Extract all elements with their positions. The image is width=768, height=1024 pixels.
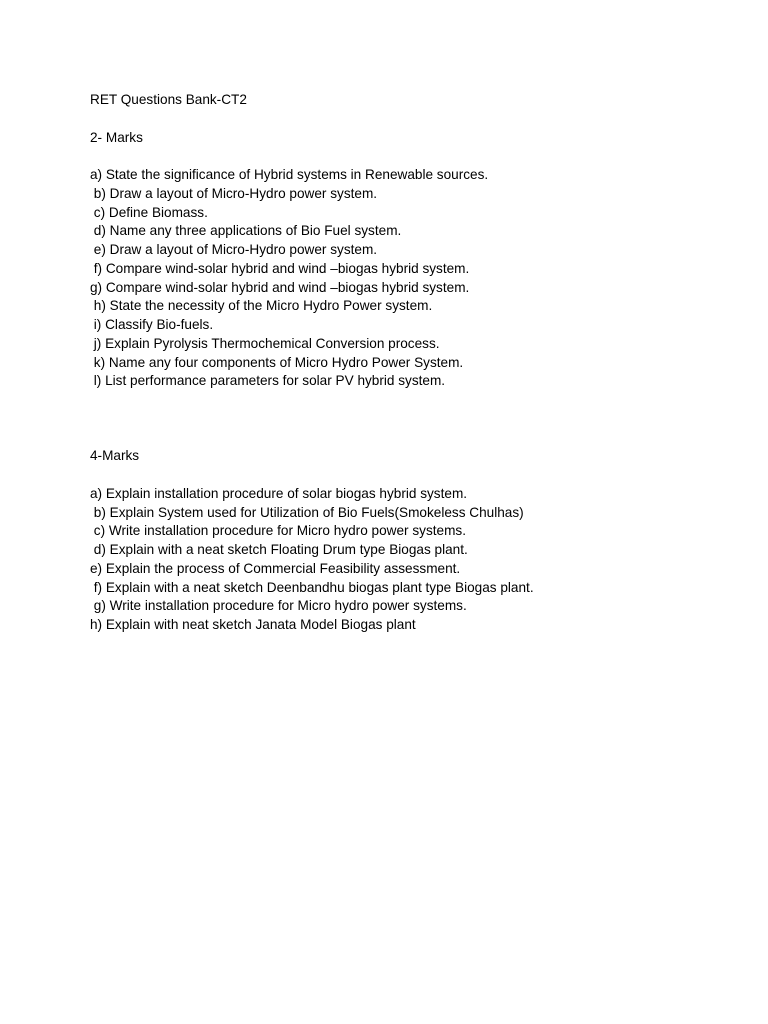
question-item: k) Name any four components of Micro Hydro Power System. (90, 354, 464, 370)
section-heading-4-marks: 4-Marks (90, 448, 140, 464)
question-item: h) State the necessity of the Micro Hydro Power system. (90, 298, 433, 314)
question-item: h) Explain with neat sketch Janata Model Biogas plant (90, 617, 416, 632)
question-item: f) Compare wind-solar hybrid and wind –biogas hybrid system. (90, 260, 470, 276)
spacer (90, 110, 730, 129)
question-item: c) Write installation procedure for Micro hydro power systems. (90, 523, 466, 539)
spacer (90, 147, 730, 166)
question-item: b) Draw a layout of Micro-Hydro power system. (90, 185, 378, 201)
question-item: d) Name any three applications of Bio Fuel system. (90, 223, 402, 239)
question-item: i) Classify Bio-fuels. (90, 317, 214, 332)
question-item: e) Draw a layout of Micro-Hydro power system. (90, 242, 378, 257)
question-item: b) Explain System used for Utilization of Bio Fuels(Smokeless Chulhas) (90, 504, 524, 520)
question-item: l) List performance parameters for solar PV hybrid system. (90, 373, 446, 389)
question-item: a) State the significance of Hybrid systems in Renewable sources. (90, 167, 489, 182)
document-page (90, 91, 730, 635)
question-list-4-marks (90, 485, 730, 635)
question-item: f) Explain with a neat sketch Deenbandhu biogas plant type Biogas plant. (90, 579, 534, 595)
question-item: g) Compare wind-solar hybrid and wind –biogas hybrid system. (90, 279, 470, 295)
question-list-2-marks (90, 166, 730, 391)
spacer (90, 391, 730, 447)
question-item: a) Explain installation procedure of solar biogas hybrid system. (90, 485, 468, 501)
question-item: g) Write installation procedure for Micro hydro power systems. (90, 598, 467, 614)
question-item: j) Explain Pyrolysis Thermochemical Conversion process. (90, 335, 440, 351)
spacer (90, 466, 730, 485)
document-title: RET Questions Bank-CT2 (90, 92, 247, 107)
question-item: c) Define Biomass. (90, 204, 208, 220)
question-item: e) Explain the process of Commercial Feasibility assessment. (90, 560, 461, 576)
section-heading-2-marks: 2- Marks (90, 129, 143, 145)
question-item: d) Explain with a neat sketch Floating Drum type Biogas plant. (90, 542, 468, 557)
